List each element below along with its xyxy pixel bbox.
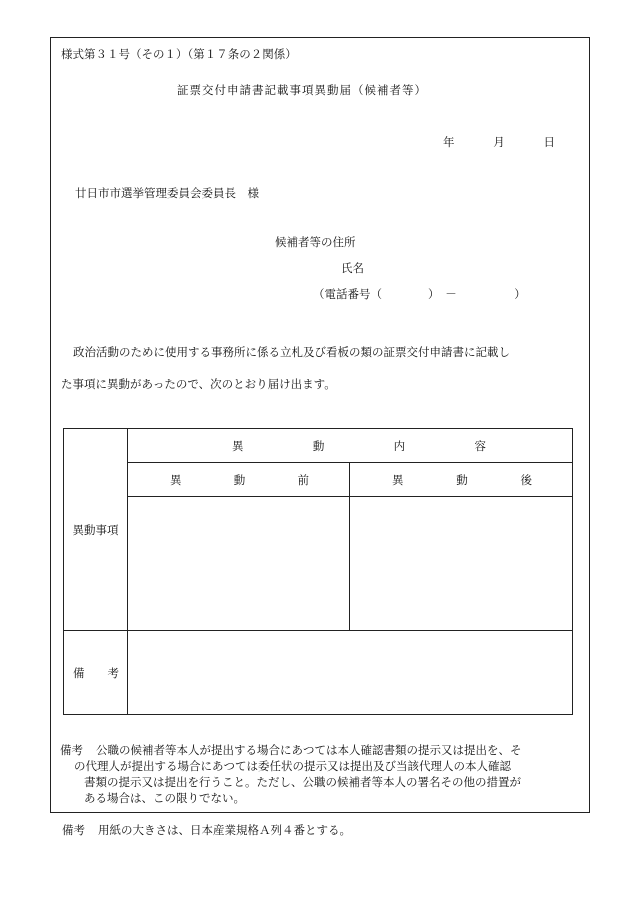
inner-note-line-2: の代理人が提出する場合にあつては委任状の提示又は提出及び当該代理人の本人確認: [74, 759, 511, 773]
before-header: [128, 463, 350, 497]
form-number: 様式第３１号（その１）（第１７条の２関係）: [61, 47, 297, 61]
remarks-label: [64, 631, 128, 715]
inner-note-lead: 備考: [60, 743, 83, 757]
inner-note-line-1: 公職の候補者等本人が提出する場合にあつては本人確認書類の提示又は提出を、そ: [96, 743, 522, 757]
address-label: 候補者等の住所: [275, 235, 356, 249]
content-header-char: 内: [393, 438, 406, 453]
form-sheet: [50, 37, 590, 813]
date-line: [443, 134, 555, 150]
form-title: 証票交付申請書記載事項異動届（候補者等）: [177, 83, 427, 97]
outer-note-text: 用紙の大きさは、日本産業規格Ａ列４番とする。: [98, 823, 351, 837]
after-header-char: 動: [456, 472, 468, 487]
phone-label: （電話番号（ ） － ）: [313, 287, 526, 301]
date-month: 月: [493, 135, 505, 149]
after-header-char: 後: [520, 472, 532, 487]
before-value-cell[interactable]: [128, 497, 350, 631]
remarks-label-char: 備: [73, 665, 85, 680]
inner-note-line-3: 書類の提示又は提出を行うこと。ただし、公職の候補者等本人の署名その他の措置が: [84, 775, 521, 789]
body-line-2: た事項に異動があったので、次のとおり届け出ます。: [61, 377, 336, 391]
inner-note-line-4: ある場合は、この限りでない。: [84, 791, 245, 805]
addressee: 廿日市市選挙管理委員会委員長 様: [75, 186, 259, 200]
content-header-char: 動: [312, 438, 325, 453]
before-header-char: 前: [297, 472, 309, 487]
date-day: 日: [543, 135, 555, 149]
inner-note: [62, 742, 582, 806]
content-header-char: 容: [474, 438, 486, 453]
content-header-char: 異: [232, 438, 244, 453]
change-table: [63, 428, 573, 715]
after-value-cell[interactable]: [350, 497, 573, 631]
remarks-label-char: 考: [107, 665, 119, 680]
after-header-char: 異: [392, 472, 404, 487]
date-year: 年: [443, 135, 455, 149]
change-items-label: 異動事項: [64, 429, 128, 631]
remarks-value-cell[interactable]: [128, 631, 573, 715]
content-header: [128, 429, 573, 463]
body-line-1: 政治活動のために使用する事務所に係る立札及び看板の類の証票交付申請書に記載し: [73, 345, 510, 359]
name-label: 氏名: [341, 261, 364, 275]
outer-note-lead: 備考: [62, 823, 85, 837]
outer-note: [62, 822, 582, 838]
before-header-char: 異: [170, 472, 182, 487]
before-header-char: 動: [233, 472, 246, 487]
after-header: [350, 463, 573, 497]
